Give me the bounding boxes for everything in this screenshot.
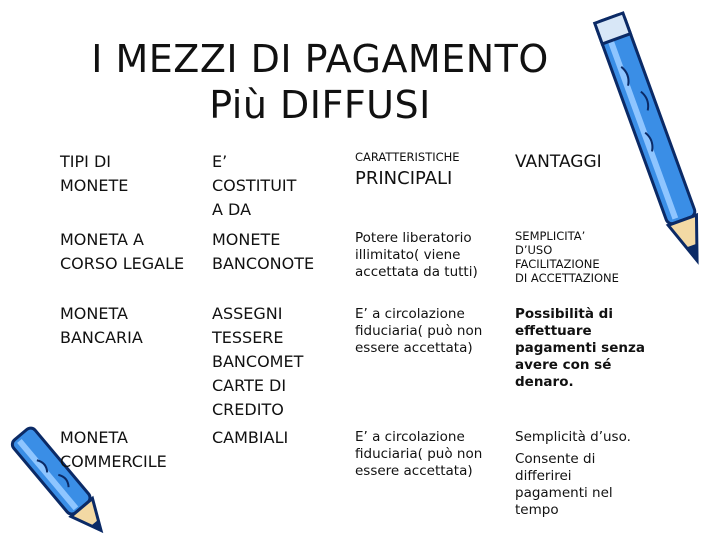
row-1-features: Potere liberatorio illimitato( viene accettata da tutti) (355, 230, 478, 280)
header-advantages: VANTAGGI (515, 152, 602, 172)
title-line-1: I MEZZI DI PAGAMENTO (91, 37, 549, 81)
row-3-features: E’ a circolazione fiduciaria( può non essere accettata) (355, 429, 483, 479)
row-2-advantages: Possibilità di effettuare pagamenti senza avere con sé denaro. (515, 306, 645, 390)
header-constituted: E’ COSTITUIT A DA (212, 152, 297, 219)
row-1-advantages: SEMPLICITA’ D’USO FACILITAZIONE DI ACCETTAZIONE (515, 229, 619, 285)
row-3-constituted: CAMBIALI (212, 428, 289, 447)
row-1-constituted: MONETE BANCONOTE (212, 230, 315, 273)
row-2-type: MONETA BANCARIA (60, 304, 143, 347)
header-features-top: CARATTERISTICHE (355, 150, 460, 164)
header-types: TIPI DI MONETE (60, 152, 129, 195)
row-3-advantages-line-2: Consente di differirei pagamenti nel tempo (515, 451, 613, 518)
row-3-type: MONETA COMMERCILE (60, 428, 167, 471)
row-3-advantages-line-1: Semplicità d’uso. (515, 429, 631, 445)
row-2-constituted: ASSEGNI TESSERE BANCOMET CARTE DI CREDITO (212, 304, 304, 419)
row-1-type: MONETA A CORSO LEGALE (60, 230, 185, 273)
page-title (40, 36, 600, 128)
title-line-2: Più DIFFUSI (209, 83, 431, 127)
header-features-bottom: PRINCIPALI (355, 168, 453, 189)
row-2-features: E’ a circolazione fiduciaria( può non essere accettata) (355, 306, 483, 356)
